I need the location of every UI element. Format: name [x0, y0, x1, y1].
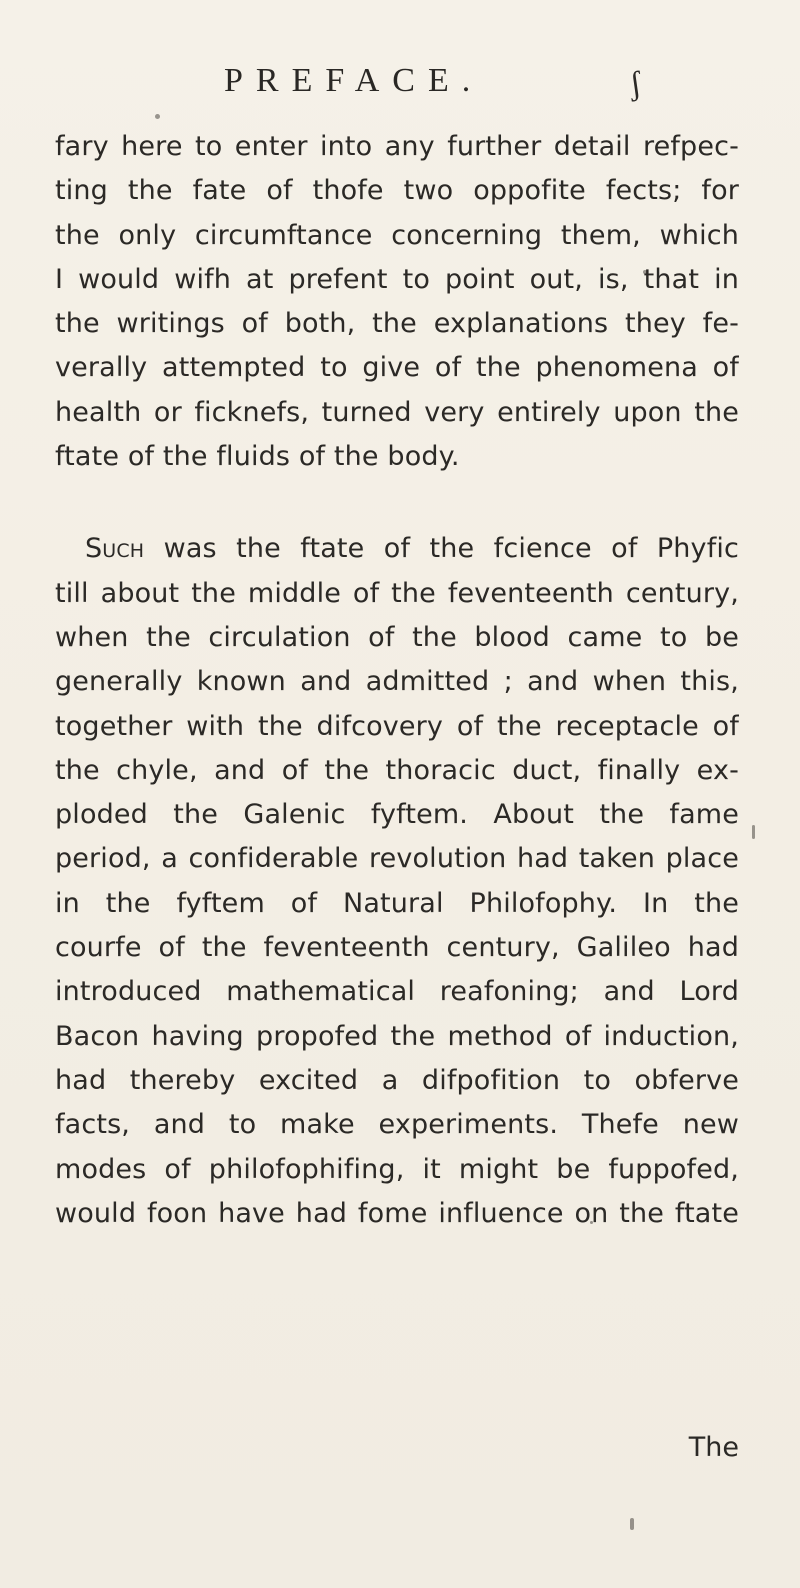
- paragraph-1: [55, 125, 739, 479]
- text-line: when the circulation of the blood came to be: [55, 621, 739, 653]
- ink-speck: [630, 1518, 634, 1530]
- text-line: ploded the Galenic fyftem. About the fame: [55, 799, 739, 831]
- ink-speck: [590, 1221, 593, 1224]
- text-line: ting the fate of thofe two oppofite fects; for: [55, 175, 739, 207]
- text-line: the chyle, and of the thoracic duct, finally ex-: [55, 754, 739, 786]
- text-line: had thereby excited a difpofition to obferve: [55, 1064, 739, 1096]
- text-line: period, a confiderable revolution had taken place: [55, 843, 739, 875]
- text-line: facts, and to make experiments. Thefe new: [55, 1109, 739, 1141]
- text-line: Bacon having propofed the method of induction,: [55, 1020, 739, 1052]
- text-line: introduced mathematical reafoning; and Lord: [55, 976, 739, 1008]
- text-line: fary here to enter into any further detail refpec-: [55, 131, 739, 162]
- text-line: in the fyftem of Natural Philofophy. In the: [55, 887, 739, 919]
- opening-word: Such: [85, 533, 145, 565]
- running-header: PREFACE.: [224, 62, 484, 99]
- text-line-first: [55, 527, 739, 571]
- ink-speck: [643, 270, 647, 274]
- text-line: verally attempted to give of the phenomena of: [55, 352, 739, 384]
- paragraph-gap: [55, 479, 739, 527]
- body-text: [55, 125, 739, 1236]
- paragraph-2: [55, 527, 739, 1236]
- catchword: The: [688, 1432, 739, 1463]
- text-line: the only circumftance concerning them, which: [55, 219, 739, 251]
- text-line: courfe of the feventeenth century, Galileo had: [55, 932, 739, 964]
- text-line: the writings of both, the explanations they fe-: [55, 308, 739, 340]
- text-line: would foon have had fome influence on the ftate: [55, 1197, 739, 1229]
- ink-speck: [155, 114, 160, 119]
- page-mark: ʃ: [627, 65, 644, 103]
- text-line: till about the middle of the feventeenth century,: [55, 577, 739, 609]
- first-line-rest: was the ftate of the fcience of Phyfic: [144, 533, 739, 565]
- text-line: together with the difcovery of the receptacle of: [55, 710, 739, 742]
- text-line: I would wifh at prefent to point out, is, that in: [55, 263, 739, 295]
- text-line: ftate of the fluids of the body.: [55, 441, 460, 473]
- text-line: generally known and admitted ; and when this,: [55, 666, 739, 698]
- text-line: modes of philofophifing, it might be fuppofed,: [55, 1153, 739, 1185]
- text-line: health or ficknefs, turned very entirely upon the: [55, 396, 739, 428]
- ink-speck: [752, 825, 755, 839]
